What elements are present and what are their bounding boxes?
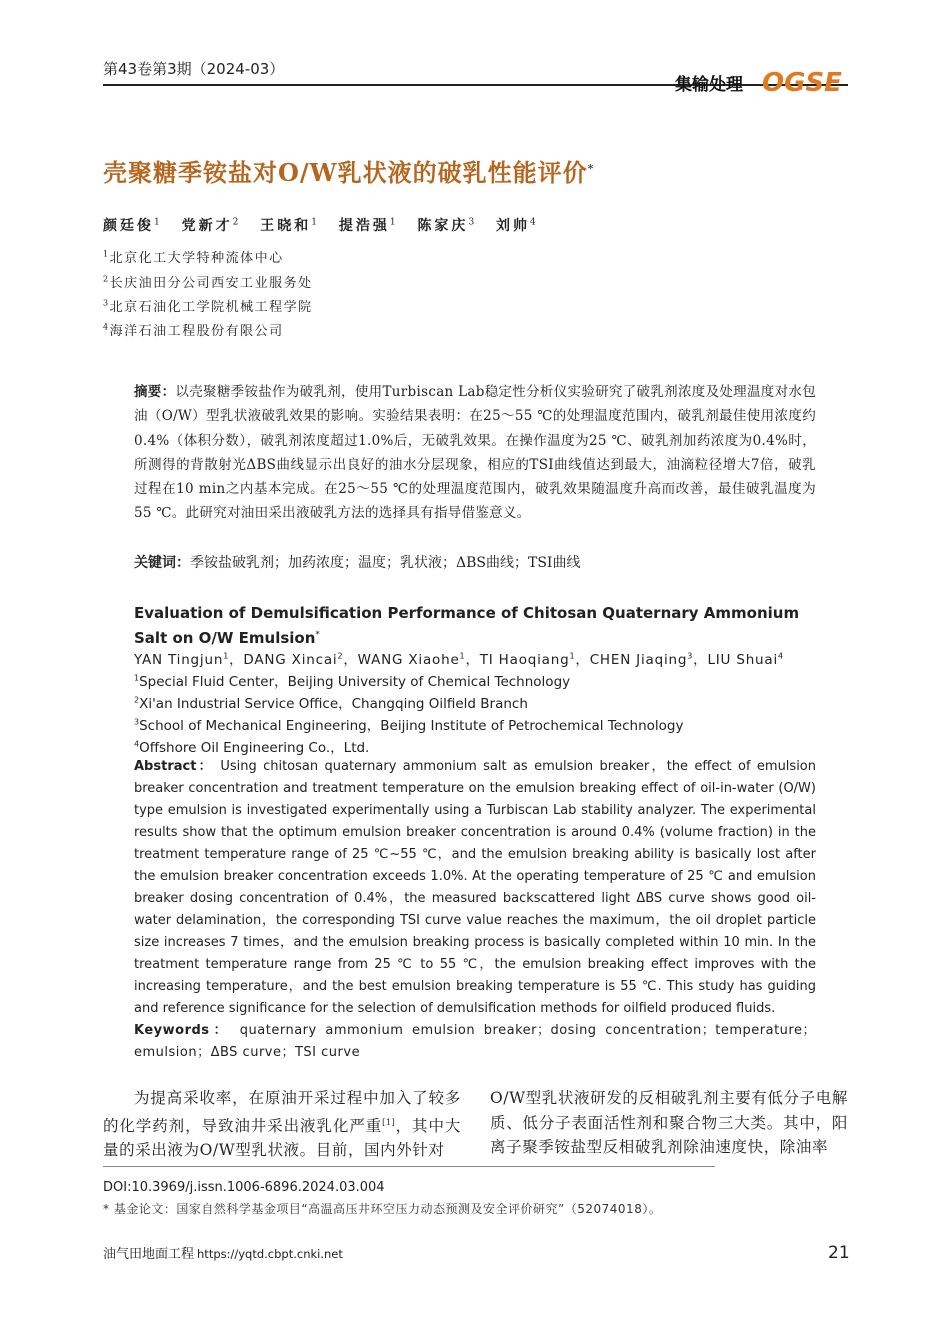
- footer-url[interactable]: https://yqtd.cbpt.cnki.net: [197, 1247, 343, 1261]
- english-affiliation: $^4$Offshore Oil Engineering Co.，Ltd.: [134, 739, 370, 756]
- author: 提浩强$^1$: [338, 217, 396, 234]
- author-en: YAN Tingjun$^1$，: [134, 651, 244, 668]
- author: 党新才$^2$: [181, 217, 239, 234]
- english-author-list: [134, 648, 784, 668]
- english-affiliation: $^1$Special Fluid Center，Beijing University of Chemical Technology: [134, 673, 571, 690]
- doi[interactable]: DOI:10.3969/j.issn.1006-6896.2024.03.004: [103, 1180, 385, 1195]
- issue-info: 第43卷第3期（2024-03）: [103, 60, 285, 78]
- affiliation: $^3$北京石油化工学院机械工程学院: [103, 298, 313, 315]
- keywords-en: [134, 1020, 816, 1064]
- abstract-en-label: Abstract：: [134, 759, 214, 774]
- author: 陈家庆$^3$: [417, 217, 475, 234]
- abstract-en: [134, 756, 816, 1020]
- keywords-en-text: quaternary ammonium emulsion breaker；dosing concentration；temperature；emulsion；ΔBS curve；TSI curve: [134, 1023, 816, 1060]
- paper-title: [103, 153, 594, 188]
- author-en: CHEN Jiaqing$^3$，: [589, 651, 708, 668]
- english-affiliation: $^3$School of Mechanical Engineering，Beijing Institute of Petrochemical Technology: [134, 717, 684, 734]
- keywords-cn-label: 关键词：: [134, 555, 190, 571]
- title-mark: *: [587, 162, 595, 175]
- affiliation: $^1$北京化工大学特种流体中心: [103, 249, 284, 266]
- footnote-rule: [103, 1166, 715, 1167]
- footer-journal-name: 油气田地面工程: [103, 1247, 195, 1262]
- logo-text: OGSE: [762, 68, 842, 96]
- author-en: DANG Xincai$^2$，: [243, 651, 358, 668]
- author: 王晓和$^1$: [260, 217, 317, 234]
- english-title: Evaluation of Demulsification Performance of Chitosan Quaternary Ammonium Salt on O/W Emulsion*: [134, 604, 800, 647]
- author-en: LIU Shuai$^4$: [707, 651, 784, 668]
- title-text: 壳聚糖季铵盐对O/W乳状液的破乳性能评价: [103, 158, 588, 187]
- abstract-cn-label: 摘要：: [134, 384, 176, 400]
- keywords-en-label: Keywords：: [134, 1023, 232, 1038]
- author: 颜廷俊$^1$: [103, 217, 160, 234]
- citation-ref[interactable]: [1]: [382, 1117, 396, 1127]
- page-number: 21: [828, 1243, 850, 1263]
- body-column-right: O/W型乳状液研发的反相破乳剂主要有低分子电解质、低分子表面活性剂和聚合物三大类。其中，阳离子聚季铵盐型反相破乳剂除油速度快，除油率: [490, 1089, 848, 1156]
- affiliation: $^2$长庆油田分公司西安工业服务处: [103, 274, 313, 291]
- body-column-left: 为提高采收率，在原油开采过程中加入了较多的化学药剂，导致油井采出液乳化严重[1]，其中大量的采出液为O/W型乳状液。目前，国内外针对: [103, 1089, 461, 1160]
- author-en: WANG Xiaohe$^1$，: [357, 651, 480, 668]
- keywords-cn-text: 季铵盐破乳剂；加药浓度；温度；乳状液；ΔBS曲线；TSI曲线: [190, 555, 581, 571]
- english-affiliation: $^2$Xi'an Industrial Service Office，Changqing Oilfield Branch: [134, 695, 528, 712]
- journal-logo: [762, 66, 848, 96]
- keywords-cn: [134, 552, 580, 572]
- author: 刘帅$^4$: [496, 217, 536, 234]
- fund-note: * 基金论文：国家自然科学基金项目“高温高压井环空压力动态预测及安全评价研究”（52074018）。: [103, 1202, 662, 1216]
- abstract-cn: [134, 380, 816, 526]
- abstract-en-text: Using chitosan quaternary ammonium salt as emulsion breaker，the effect of emulsion breaker concentration and treatment temperature on the emulsion breaking effect of oil-in-water (O/W) type emulsion is investigated experimentally using a Turbiscan Lab stability analyzer. The experimental results show that the optimum emulsion breaker concentration is around 0.4% (volume fraction) in the treatment temperature range of 25 ℃~55 ℃，and the emulsion breaking ability is basically lost after the emulsion breaker concentration exceeds 1.0%. At the operating temperature of 25 ℃ and emulsion breaker dosing concentration of 0.4%，the measured backscattered light ΔBS curve shows good oil-water delamination，the corresponding TSI curve value reaches the maximum，the oil droplet particle size increases 7 times，and the emulsion breaking process is basically completed within 10 min. In the treatment temperature range from 25 ℃ to 55 ℃，the emulsion breaking effect improves with the increasing temperature，and the best emulsion breaking temperature is 55 ℃. This study has guiding and reference significance for the selection of demulsification methods for oilfield produced fluids.: [134, 759, 816, 1016]
- section-label: 集输处理: [675, 75, 743, 95]
- affiliation: $^4$海洋石油工程股份有限公司: [103, 322, 284, 339]
- author-list: [103, 215, 550, 235]
- footer-journal: [103, 1243, 343, 1262]
- abstract-cn-text: 以壳聚糖季铵盐作为破乳剂，使用Turbiscan Lab稳定性分析仪实验研究了破乳剂浓度及处理温度对水包油（O/W）型乳状液破乳效果的影响。实验结果表明：在25～55 ℃的处理温度范围内，破乳剂最佳使用浓度约0.4%（体积分数），破乳剂浓度超过1.0%后，无破乳效果。在操作温度为25 ℃、破乳剂加药浓度为0.4%时，所测得的背散射光ΔBS曲线显示出良好的油水分层现象，相应的TSI曲线值达到最大，油滴粒径增大7倍，破乳过程在10 min之内基本完成。在25～55 ℃的处理温度范围内，破乳效果随温度升高而改善，最佳破乳温度为55 ℃。此研究对油田采出液破乳方法的选择具有指导借鉴意义。: [134, 384, 816, 522]
- author-en: TI Haoqiang$^1$，: [479, 651, 590, 668]
